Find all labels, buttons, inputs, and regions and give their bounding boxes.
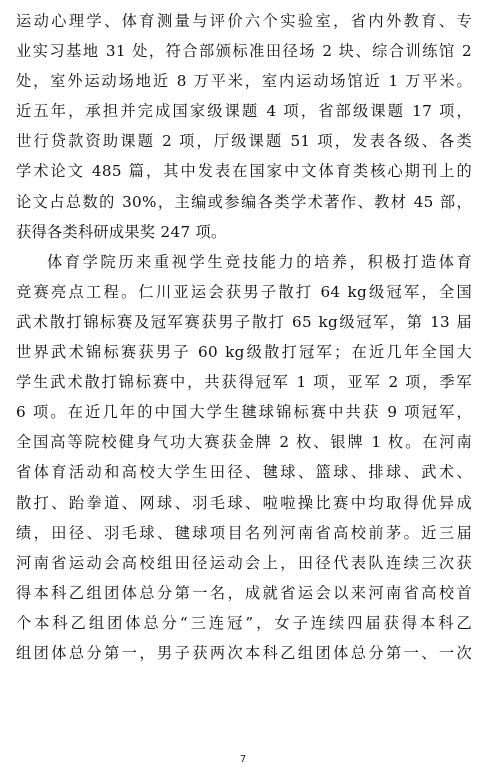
text-line: 近五年，承担并完成国家级课题 4 项，省部级课题 17 项， <box>16 102 472 121</box>
paragraph-facilities-research <box>16 6 472 247</box>
text-line: 竞赛亮点工程。仁川亚运会获男子散打 64 kg级冠军，全国 <box>16 282 472 301</box>
text-line: 武术散打锦标赛及冠军赛获男子散打 65 kg级冠军，第 13 届 <box>16 312 472 331</box>
text-line: 全国高等院校健身气功大赛获金牌 2 枚、银牌 1 枚。在河南 <box>16 433 472 452</box>
text-line: 论文占总数的 30%，主编或参编各类学术著作、教材 45 部， <box>16 192 472 211</box>
text-line: 学生武术散打锦标赛中，共获得冠军 1 项，亚军 2 项，季军 <box>16 373 472 392</box>
text-line: 获得各类科研成果奖 247 项。 <box>16 222 227 241</box>
text-line: 散打、跆拳道、网球、羽毛球、啦啦操比赛中均取得优异成 <box>16 493 472 512</box>
text-line: 学术论文 485 篇，其中发表在国家中文体育类核心期刊上的 <box>16 162 472 181</box>
body-text <box>16 6 472 668</box>
text-line: 世界武术锦标赛获男子 60 kg级散打冠军；在近几年全国大 <box>16 343 472 362</box>
text-line: 个本科乙组团体总分“三连冠”，女子连续四届获得本科乙 <box>16 613 472 632</box>
text-line: 体育学院历来重视学生竞技能力的培养，积极打造体育 <box>47 252 472 271</box>
text-line: 世行贷款资助课题 2 项，厅级课题 51 项，发表各级、各类 <box>16 132 472 151</box>
text-line: 河南省运动会高校组田径运动会上，田径代表队连续三次获 <box>16 553 472 572</box>
text-line: 处，室外运动场地近 8 万平米，室内运动场馆近 1 万平米。 <box>16 72 472 91</box>
text-line: 业实习基地 31 处，符合部颁标准田径场 2 块、综合训练馆 2 <box>16 42 472 61</box>
text-line: 6 项。在近几年的中国大学生毽球锦标赛中共获 9 项冠军， <box>16 403 472 422</box>
page-number: 7 <box>239 754 247 765</box>
text-line: 组团体总分第一，男子获两次本科乙组团体总分第一、一次 <box>16 643 472 662</box>
paragraph-competition <box>16 247 472 668</box>
text-line: 省体育活动和高校大学生田径、毽球、篮球、排球、武术、 <box>16 463 472 482</box>
text-line: 绩，田径、羽毛球、毽球项目名列河南省高校前茅。近三届 <box>16 523 472 542</box>
text-line: 运动心理学、体育测量与评价六个实验室，省内外教育、专 <box>16 12 472 30</box>
text-line: 得本科乙组团体总分第一名，成就省运会以来河南省高校首 <box>16 583 472 602</box>
